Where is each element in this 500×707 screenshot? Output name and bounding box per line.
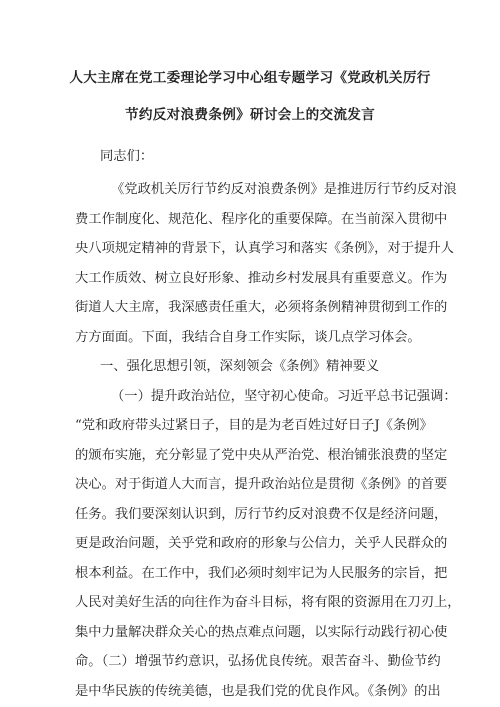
body-line-4: 大工作质效、树立良好形象、推动乡村发展具有重要意义。作为 (75, 271, 448, 286)
body-line-13: 更是政治问题，关乎党和政府的形象与公信力，关乎人民群众的 (75, 536, 448, 551)
document-title-line-2: 节约反对浪费条例》研讨会上的交流发言 (124, 107, 376, 123)
body-line-3: 央八项规定精神的背景下，认真学习和落实《条例》，对于提升人 (75, 241, 454, 256)
body-line-6: 方方面面。下面，我结合自身工作实际，谈几点学习体会。 (75, 330, 421, 345)
salutation: 同志们： (100, 149, 154, 164)
body-line-14: 根本利益。在工作中，我们必须时刻牢记为人民服务的宗旨，把 (75, 566, 448, 581)
body-line-2: 费工作制度化、规范化、程序化的重要保障。在当前深入贯彻中 (75, 212, 448, 227)
document-title-line-1: 人大主席在党工委理论学习中心组专题学习《党政机关厉行 (69, 70, 431, 86)
body-line-17: 命。（二）增强节约意识，弘扬优良传统。艰苦奋斗、勤俭节约 (75, 654, 441, 669)
body-line-16: 集中力量解决群众关心的热点难点问题，以实际行动践行初心使 (75, 625, 448, 640)
body-line-10: 的颁布实施，充分彰显了党中央从严治党、根治铺张浪费的坚定 (75, 448, 448, 463)
body-line-9: “党和政府带头过紧日子，目的是为老百姓过好日子J《条例》 (75, 418, 433, 433)
body-line-8: （一）提升政治站位，坚守初心使命。习近平总书记强调： (111, 389, 457, 404)
section-heading-1: 一、强化思想引领，深刻领会《条例》精神要义 (100, 359, 380, 374)
body-line-1: 《党政机关厉行节约反对浪费条例》是推进厉行节约反对浪 (111, 182, 457, 197)
body-line-18: 是中华民族的传统美德，也是我们党的优良作风。《条例》的出 (75, 684, 441, 699)
body-line-15: 人民对美好生活的向往作为奋斗目标，将有限的资源用在刀刃上， (75, 595, 461, 610)
body-line-11: 决心。对于街道人大而言，提升政治站位是贯彻《条例》的首要 (75, 477, 448, 492)
body-line-5: 街道人大主席，我深感责任重大，必须将条例精神贯彻到工作的 (75, 300, 448, 315)
body-line-12: 任务。我们要深刻认识到，厉行节约反对浪费不仅是经济问题， (75, 507, 448, 522)
